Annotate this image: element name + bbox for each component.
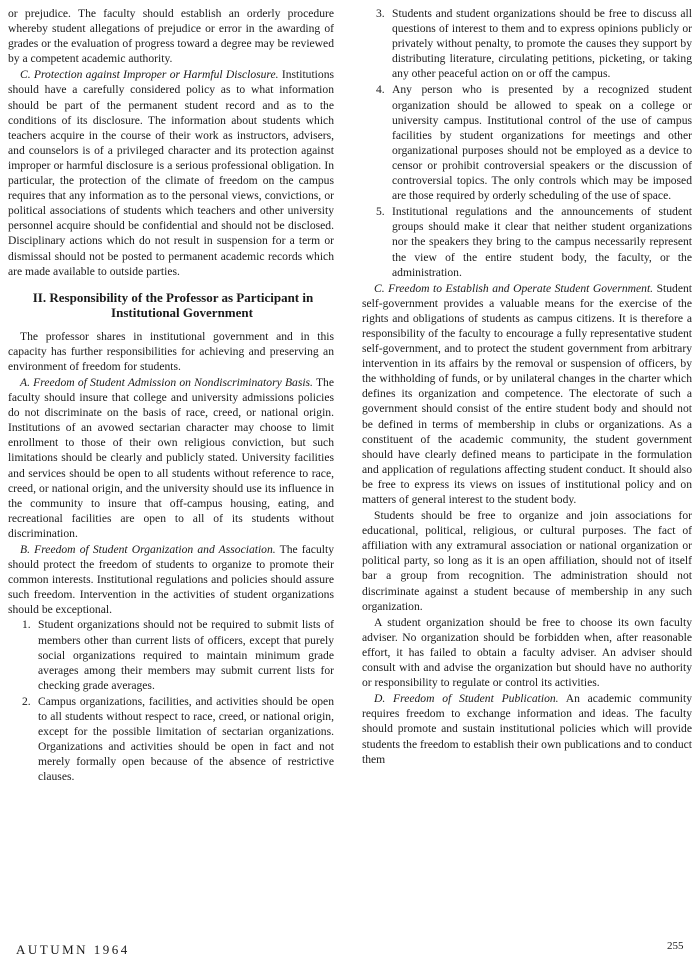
- section-d-publication: [362, 691, 692, 766]
- list-item-text: Any person who is presented by a recognized student organization should be allowed to speak on a college or university campus. Institutional control of the use of campus facilities by student organizations for meetings and other organizational purposes should not be employed as a device to censor or prohibit controversial speakers or the discussion of controversial topics. The only controls which may be imposed are those required by orderly scheduling of the use of space.: [392, 83, 692, 203]
- section-a-admission: [8, 375, 334, 541]
- section-heading-ii: II. Responsibility of the Professor as Participant in Institutional Government: [32, 289, 314, 320]
- section-c2-title: C. Freedom to Establish and Operate Student Government.: [374, 281, 654, 295]
- page-number: 255: [667, 940, 684, 952]
- section-c-government: [362, 281, 692, 507]
- list-item-text: Student organizations should not be required to submit lists of members other than current lists of officers, except that purely social organizations required to maintain minimum grade averages among their members may submit current lists for checking grade averages.: [38, 618, 334, 692]
- section-d-title: D. Freedom of Student Publication.: [374, 692, 559, 706]
- list-item-number: 2.: [22, 694, 31, 708]
- paragraph-continuation: or prejudice. The faculty should establish an orderly procedure whereby student allegations of prejudice or error in the awarding of grades or the evaluation of progress toward a degree may be reviewed by a competent academic authority.: [8, 7, 334, 66]
- list-item: [362, 82, 692, 203]
- section-c-body: Institutions should have a carefully considered policy as to what information should be part of the permanent student record and as to the conditions of its disclosure. The information about students which teachers acquire in the course of their work as instructors, advisers, and counselors is of a privileged character and its protection against improper or harmful disclosure is a serious professional obligation. In particular, the protection of the climate of freedom on the campus requires that any information as to the personal views, convictions, or political associations of students which teachers and other university personnel acquire should be confidential and should not be disclosed. Disciplinary actions which do not result in suspension for a term or dismissal should not be posted to permanent academic records which are made available to outside parties.: [8, 68, 335, 278]
- list-item: [8, 694, 334, 785]
- list-item-number: 5.: [376, 205, 385, 219]
- adviser-paragraph: A student organization should be free to choose its own faculty adviser. No organization should be forbidden when, after reasonable effort, it has failed to obtain a faculty adviser. An adviser should consult with and advise the organization but should have no authority or responsibility to regulate or control its activities.: [362, 615, 692, 690]
- list-item: [8, 617, 334, 692]
- intro-paragraph: The professor shares in institutional government and in this capacity has further responsibilities for achieving and preserving an environment of freedom for students.: [8, 329, 334, 373]
- section-c2-body: Student self-government provides a valuable means for the exercise of the rights and obligations of students as campus citizens. It is therefore a responsibility of the faculty to encourage a fully representative student self-government, and to protect the student government from arbitrary intervention in its affairs by the removal or suspension of officers, by the withholding of funds, or by unilateral changes in the charter which defines its organization and competence. The electorate of such a government should consist of the entire student body and should not be defined in terms of membership in clubs or organizations. As a constituent of the academic community, the student government should have clearly defined means to participate in the formulation and application of regulations affecting student conduct. It should also be free to express its views on issues of institutional policy and on matters of general interest to the student body.: [362, 281, 693, 506]
- numbered-list-left: [8, 617, 334, 784]
- list-item: [362, 204, 692, 279]
- section-a-title: A. Freedom of Student Admission on Nondiscriminatory Basis.: [20, 375, 313, 389]
- right-column: [362, 6, 692, 767]
- section-b-body: The faculty should protect the freedom of students to organize to promote their common interests. Institutional regulations and policies should assure such freedom. Intervention in the activities of student organizations should be exceptional.: [8, 543, 334, 617]
- section-d-body: An academic community requires freedom to exchange information and ideas. The faculty should promote and sustain institutional policies which will provide students the freedom to establish their own publications and to conduct them: [362, 692, 692, 766]
- issue-footer: AUTUMN 1964: [16, 942, 130, 957]
- section-b-organization: [8, 542, 334, 617]
- section-c-protection: [8, 67, 334, 278]
- list-item-text: Campus organizations, facilities, and activities should be open to all students without respect to race, creed, or national origin, except for the possible limitation of sectarian organizations. Organizations and activities should be open in fact and not merely formally open because of the absence of restrictive clauses.: [38, 694, 334, 784]
- section-c-title: C. Protection against Improper or Harmful Disclosure.: [20, 68, 279, 82]
- list-item-number: 1.: [22, 618, 31, 632]
- list-item-text: Students and student organizations should be free to discuss all questions of interest to them and to express opinions publicly or privately without penalty, to promote the causes they support by distributing literature, circulating petitions, picketing, or taking any other peaceful action on or off the campus.: [392, 7, 692, 81]
- section-a-body: The faculty should insure that college and university admissions policies do not discriminate on the basis of race, creed, or national origin. Institutions of an avowed sectarian character may choose to limit enrollment to those of their own religious conviction, but such limitations should be clearly and publicly stated. University facilities and services should be open to all students without reference to race, creed, or national origin, and the university should use its influence in the community to insure that off-campus housing, eating, and recreational facilities are open to all of its students without discrimination.: [8, 375, 334, 540]
- section-b-title: B. Freedom of Student Organization and Association.: [20, 543, 276, 556]
- associations-paragraph: Students should be free to organize and join associations for educational, political, religious, or cultural purposes. The fact of affiliation with any extramural association or national organization or political party, so long as it is an open affiliation, should not of itself bar a group from recognition. The administration should not discriminate against a student because of membership in any such organization.: [362, 509, 692, 613]
- left-column: [8, 6, 334, 786]
- numbered-list-right: [362, 6, 692, 280]
- list-item-number: 3.: [376, 7, 385, 20]
- list-item-text: Institutional regulations and the announcements of student groups should make it clear that neither student organizations nor the speakers they bring to the campus necessarily represent the view of the entire student body, the faculty, or the administration.: [392, 205, 692, 279]
- list-item-number: 4.: [376, 83, 385, 97]
- list-item: [362, 6, 692, 81]
